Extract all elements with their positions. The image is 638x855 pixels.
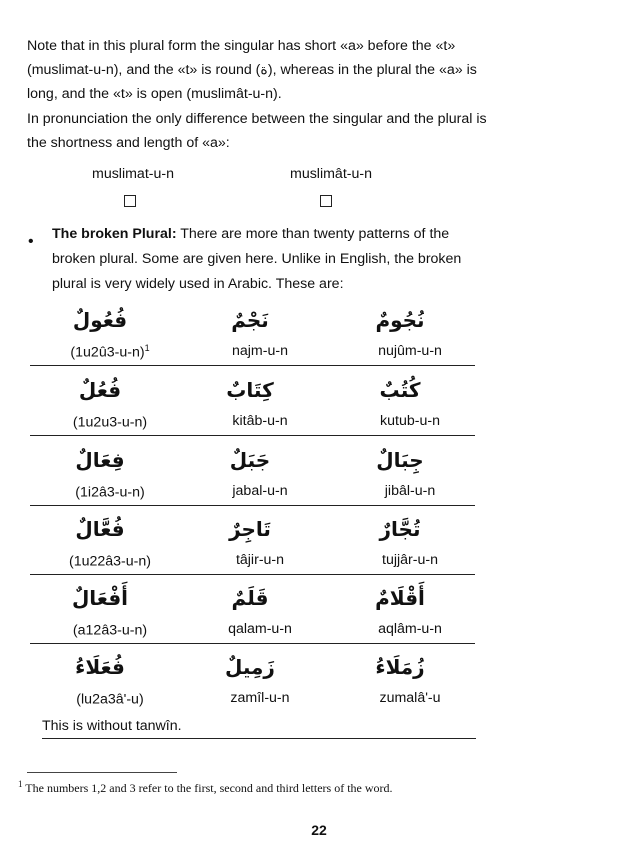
footnote-text: The numbers 1,2 and 3 refer to the first, second and third letters of the word.: [25, 781, 393, 795]
pattern-transliteration: [30, 483, 190, 501]
pattern-transliteration-text: (1i2â3-u-n): [75, 484, 145, 501]
singular-transliteration: kitâb-u-n: [232, 413, 288, 429]
broken-plural-text: There are more than twenty patterns of the broken plural. Some are given here. Unlike in English, the broken plural is very widely used in Arabic. These are:: [52, 226, 462, 292]
pattern-transliteration-text: (1u22â3-u-n): [68, 553, 152, 570]
plural-transliteration: nujûm-u-n: [378, 343, 442, 359]
page-number: 22: [311, 822, 327, 838]
singular-arabic: كِتَابٌ: [226, 378, 274, 402]
pattern-transliteration-text: (lu2a3â'-u): [76, 691, 144, 708]
pattern-transliteration: [30, 552, 190, 570]
singular-arabic: قَلَمٌ: [231, 586, 269, 610]
plural-transliteration: kutub-u-n: [380, 413, 440, 429]
pattern-row: [30, 586, 475, 656]
row-separator: [30, 365, 475, 366]
pattern-row: [30, 448, 475, 518]
singular-transliteration: zamîl-u-n: [230, 690, 290, 706]
footnote-separator: [27, 772, 177, 773]
row-separator: [30, 574, 475, 575]
end-note: This is without tanwîn.: [42, 718, 182, 734]
plural-arabic: تُجَّارٌ: [379, 517, 421, 541]
checkbox-plural: [320, 195, 332, 207]
plural-example: muslimât-u-n: [290, 166, 372, 182]
broken-plural-label: The broken Plural:: [52, 226, 177, 242]
pattern-arabic: فُعَلَاءُ: [75, 655, 125, 679]
pattern-arabic: فُعَّالٌ: [75, 517, 125, 541]
row-separator: [30, 643, 475, 644]
pattern-transliteration: [30, 621, 190, 639]
footnote: [18, 779, 393, 796]
intro-paragraph-2: In pronunciation the only difference between the singular and the plural is the shortness and length of «a»:: [27, 111, 487, 151]
row-separator: [30, 505, 475, 506]
singular-arabic: تَاجِرٌ: [229, 517, 271, 541]
plural-transliteration: zumalâ'-u: [379, 690, 441, 706]
pattern-transliteration-text: (a12â3-u-n): [72, 622, 148, 639]
singular-transliteration: najm-u-n: [232, 343, 288, 359]
plural-transliteration: tujjâr-u-n: [382, 552, 438, 568]
intro-paragraph-1: Note that in this plural form the singular has short «a» before the «t» (muslimat-u-n), and the «t» is round (ة), whereas in the plural the «a» is long, and the «t» is open (muslimât-u-n).: [27, 38, 477, 102]
pattern-row: [30, 378, 475, 448]
plural-arabic: أَقْلَامٌ: [375, 586, 425, 610]
checkbox-singular: [124, 195, 136, 207]
bullet-icon: •: [28, 233, 34, 250]
pattern-arabic: فِعَالٌ: [75, 448, 125, 472]
singular-arabic: زَمِيلٌ: [225, 655, 275, 679]
pattern-arabic: فُعُولٌ: [72, 308, 128, 332]
plural-arabic: زُمَلَاءُ: [375, 655, 425, 679]
plural-transliteration: aqlâm-u-n: [378, 621, 442, 637]
end-note-rule: [42, 738, 476, 739]
singular-transliteration: tâjir-u-n: [235, 552, 285, 568]
plural-arabic: كُتُبٌ: [379, 378, 421, 402]
plural-arabic: جِبَالٌ: [376, 448, 424, 472]
footnote-mark: 1: [18, 779, 23, 789]
pattern-transliteration: [30, 690, 190, 708]
plural-transliteration: jibâl-u-n: [384, 483, 436, 499]
singular-arabic: نَجْمٌ: [231, 308, 269, 332]
pattern-arabic: أَفْعَالٌ: [71, 586, 129, 610]
footnote-reference: 1: [144, 343, 150, 353]
broken-plural-paragraph: [52, 222, 482, 297]
singular-transliteration: qalam-u-n: [228, 621, 292, 637]
singular-transliteration: jabal-u-n: [232, 483, 288, 499]
pattern-transliteration: [30, 413, 190, 431]
pattern-arabic: فُعُلٌ: [78, 378, 122, 402]
pattern-row: [30, 517, 475, 587]
pattern-transliteration-text: (1u2û3-u-n): [70, 344, 145, 361]
row-separator: [30, 435, 475, 436]
pattern-row: [30, 308, 475, 378]
pattern-row: [30, 655, 475, 725]
pattern-transliteration: [30, 343, 190, 361]
pattern-transliteration-text: (1u2u3-u-n): [72, 414, 148, 431]
singular-arabic: جَبَلٌ: [229, 448, 271, 472]
plural-arabic: نُجُومٌ: [375, 308, 425, 332]
singular-example: muslimat-u-n: [92, 166, 174, 182]
